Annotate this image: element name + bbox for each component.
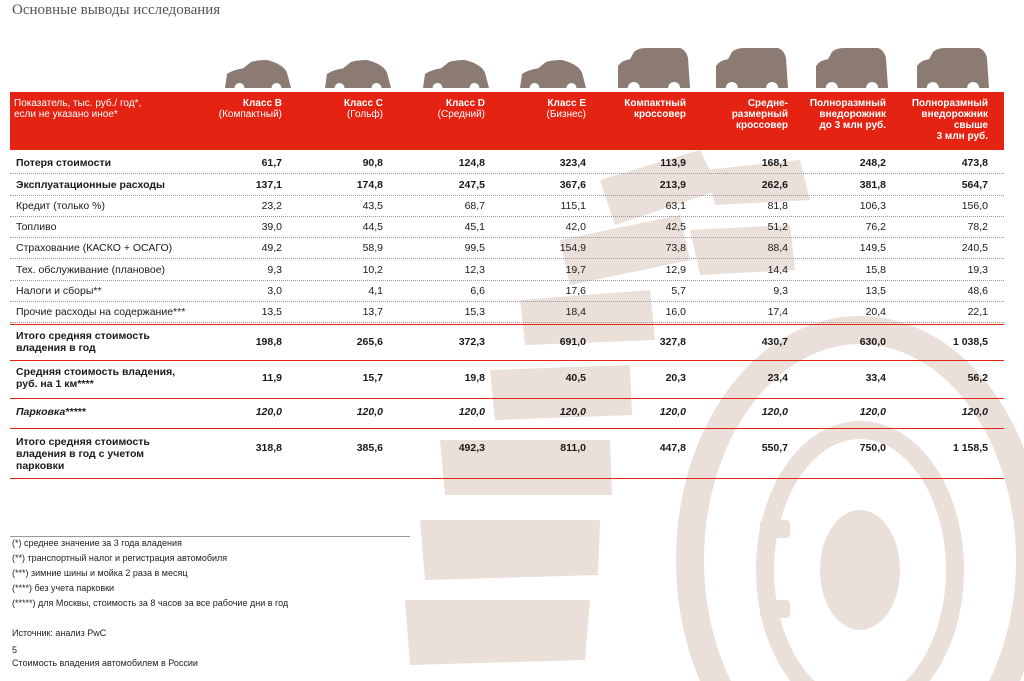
column-header-line: (Компактный)	[218, 109, 282, 120]
cell-value: 12,3	[464, 264, 485, 276]
cell-value: 3,0	[267, 285, 282, 297]
cell-value: 149,5	[859, 242, 886, 254]
cell-value: 630,0	[859, 336, 886, 348]
row-label	[16, 436, 150, 472]
cell-value: 4,1	[368, 285, 383, 297]
cell-value: 550,7	[761, 442, 788, 454]
cell-value: 124,8	[458, 157, 485, 169]
table-row	[10, 157, 1004, 177]
cell-value: 5,7	[671, 285, 686, 297]
cell-value: 12,9	[665, 264, 686, 276]
table-row	[10, 179, 1004, 199]
cell-value: 1 038,5	[952, 336, 988, 348]
cell-value: 1 158,5	[952, 442, 988, 454]
cell-value: 15,3	[464, 306, 485, 318]
cell-value: 61,7	[261, 157, 282, 169]
row-label-line: Топливо	[16, 221, 57, 233]
cell-value: 262,6	[761, 179, 788, 191]
row-label-line: Страхование (КАСКО + ОСАГО)	[16, 242, 173, 254]
source-text: Источник: анализ PwC	[12, 628, 107, 638]
cell-value: 19,3	[967, 264, 988, 276]
cell-value: 156,0	[961, 200, 988, 212]
column-header-3	[385, 98, 485, 120]
footnote: (*) среднее значение за 3 года владения	[12, 538, 182, 548]
cell-value: 492,3	[458, 442, 485, 454]
cell-value: 44,5	[362, 221, 383, 233]
row-label-line: парковки	[16, 460, 65, 472]
cell-value: 58,9	[362, 242, 383, 254]
cell-value: 372,3	[458, 336, 485, 348]
column-header-6	[688, 98, 788, 131]
cell-value: 120,0	[356, 406, 383, 418]
table-row	[10, 366, 1004, 398]
column-header-line: Класс C	[343, 98, 383, 109]
column-header-line: Полноразмный	[911, 98, 988, 109]
column-header-1	[182, 98, 282, 120]
cell-value: 81,8	[767, 200, 788, 212]
cell-value: 42,0	[565, 221, 586, 233]
cell-value: 154,9	[559, 242, 586, 254]
cell-value: 120,0	[458, 406, 485, 418]
cell-value: 23,4	[767, 372, 788, 384]
section-divider	[10, 478, 1004, 479]
cell-value: 63,1	[665, 200, 686, 212]
cell-value: 22,1	[967, 306, 988, 318]
cell-value: 447,8	[659, 442, 686, 454]
car-silhouette-icon	[520, 60, 586, 88]
table-row	[10, 285, 1004, 305]
column-header-line: Класс E	[547, 98, 586, 109]
cell-value: 564,7	[961, 179, 988, 191]
row-label-line: Кредит (только %)	[16, 200, 105, 212]
column-header-line: до 3 млн руб.	[819, 120, 886, 131]
table-row	[10, 436, 1004, 478]
row-label-line: Эксплуатационные расходы	[16, 179, 165, 191]
car-silhouette-icon	[225, 60, 291, 88]
cell-value: 240,5	[961, 242, 988, 254]
row-divider	[10, 258, 1004, 259]
column-header-line: 3 млн руб.	[936, 131, 988, 142]
cell-value: 68,7	[464, 200, 485, 212]
cell-value: 120,0	[659, 406, 686, 418]
footnote: (**) транспортный налог и регистрация автомобиля	[12, 553, 228, 563]
column-header-line: Класс D	[445, 98, 485, 109]
cell-value: 48,6	[967, 285, 988, 297]
table-row	[10, 306, 1004, 326]
row-divider	[10, 301, 1004, 302]
footnote: (****) без учета парковки	[12, 583, 115, 593]
cell-value: 213,9	[659, 179, 686, 191]
row-label-line: Прочие расходы на содержание***	[16, 306, 186, 318]
cell-value: 17,6	[565, 285, 586, 297]
cell-value: 13,5	[865, 285, 886, 297]
row-label	[16, 264, 165, 276]
row-label	[16, 179, 165, 191]
cell-value: 23,2	[261, 200, 282, 212]
cell-value: 90,8	[362, 157, 383, 169]
cell-value: 76,2	[865, 221, 886, 233]
column-header-line: Компактный	[624, 98, 686, 109]
cell-value: 248,2	[859, 157, 886, 169]
cell-value: 13,7	[362, 306, 383, 318]
row-divider	[10, 237, 1004, 238]
cell-value: 367,6	[559, 179, 586, 191]
row-label-line: владения в год	[16, 342, 96, 354]
cell-value: 15,7	[362, 372, 383, 384]
row-label-line: владения в год с учетом	[16, 448, 145, 460]
cell-value: 120,0	[859, 406, 886, 418]
cell-value: 45,1	[464, 221, 485, 233]
cell-value: 120,0	[761, 406, 788, 418]
cell-value: 13,5	[261, 306, 282, 318]
table-row	[10, 264, 1004, 284]
cell-value: 33,4	[865, 372, 886, 384]
column-header-2	[283, 98, 383, 120]
header-first-line1: Показатель, тыс. руб./ год*,	[14, 98, 142, 109]
column-header-line: Класс B	[242, 98, 282, 109]
column-header-line: свыше	[953, 120, 988, 131]
page-number: 5	[12, 645, 18, 655]
cell-value: 18,4	[565, 306, 586, 318]
column-header-5	[586, 98, 686, 120]
row-label	[16, 406, 86, 418]
cell-value: 120,0	[961, 406, 988, 418]
cell-value: 17,4	[767, 306, 788, 318]
cell-value: 43,5	[362, 200, 383, 212]
column-header-line: (Средний)	[437, 109, 485, 120]
column-header-line: (Бизнес)	[546, 109, 586, 120]
cell-value: 39,0	[261, 221, 282, 233]
row-label	[16, 366, 175, 390]
footnote-divider	[10, 536, 410, 537]
row-label	[16, 221, 56, 233]
car-icons-row	[0, 40, 1024, 90]
column-header-line: кроссовер	[633, 109, 686, 120]
row-label-line: Средняя стоимость владения,	[16, 366, 176, 378]
car-silhouette-icon	[917, 48, 989, 88]
header-first-col	[14, 98, 184, 120]
column-header-7	[786, 98, 886, 131]
row-label-line: руб. на 1 км****	[16, 378, 94, 390]
row-label-line: Парковка*****	[16, 406, 86, 418]
car-silhouette-icon	[325, 60, 391, 88]
column-header-line: (Гольф)	[346, 109, 383, 120]
row-label-line: Потеря стоимости	[16, 157, 112, 169]
cell-value: 73,8	[665, 242, 686, 254]
cell-value: 318,8	[255, 442, 282, 454]
cell-value: 174,8	[356, 179, 383, 191]
cell-value: 327,8	[659, 336, 686, 348]
column-header-line: Средне-	[747, 98, 788, 109]
cell-value: 120,0	[559, 406, 586, 418]
cell-value: 14,4	[767, 264, 788, 276]
footnote: (*****) для Москвы, стоимость за 8 часов за все рабочие дни в год	[12, 598, 289, 608]
page-title: Основные выводы исследования	[12, 2, 221, 18]
cell-value: 9,3	[267, 264, 282, 276]
cell-value: 247,5	[458, 179, 485, 191]
row-label	[16, 200, 105, 212]
column-header-8	[888, 98, 988, 142]
row-label	[16, 157, 111, 169]
cell-value: 51,2	[767, 221, 788, 233]
cell-value: 381,8	[859, 179, 886, 191]
cell-value: 11,9	[262, 372, 282, 384]
row-divider	[10, 280, 1004, 281]
cell-value: 19,8	[464, 372, 485, 384]
table-row	[10, 242, 1004, 262]
cell-value: 198,8	[255, 336, 282, 348]
cell-value: 265,6	[356, 336, 383, 348]
cell-value: 16,0	[665, 306, 686, 318]
footnote: (***) зимние шины и мойка 2 раза в месяц	[12, 568, 188, 578]
row-label	[16, 330, 150, 354]
cell-value: 430,7	[761, 336, 788, 348]
cell-value: 10,2	[362, 264, 383, 276]
car-silhouette-icon	[618, 48, 690, 88]
cell-value: 6,6	[470, 285, 485, 297]
table-row	[10, 406, 1004, 426]
row-divider	[10, 173, 1004, 174]
table-row	[10, 221, 1004, 241]
section-divider	[10, 360, 1004, 361]
column-header-line: кроссовер	[735, 120, 788, 131]
column-header-line: Полноразмный	[809, 98, 886, 109]
cell-value: 78,2	[967, 221, 988, 233]
cell-value: 385,6	[356, 442, 383, 454]
cell-value: 56,2	[967, 372, 988, 384]
cell-value: 113,9	[660, 157, 686, 169]
cell-value: 42,5	[665, 221, 686, 233]
cell-value: 88,4	[767, 242, 788, 254]
cell-value: 115,1	[560, 200, 586, 212]
row-label-line: Налоги и сборы**	[16, 285, 102, 297]
cell-value: 691,0	[559, 336, 586, 348]
car-silhouette-icon	[816, 48, 888, 88]
section-divider	[10, 398, 1004, 399]
row-divider	[10, 216, 1004, 217]
table-row	[10, 330, 1004, 360]
cell-value: 20,4	[865, 306, 886, 318]
cell-value: 15,8	[865, 264, 886, 276]
row-label	[16, 306, 185, 318]
cell-value: 9,3	[773, 285, 788, 297]
row-label-line: Итого средняя стоимость	[16, 436, 150, 448]
cell-value: 99,5	[464, 242, 485, 254]
section-divider	[10, 324, 1004, 325]
cell-value: 137,1	[255, 179, 282, 191]
row-label	[16, 242, 172, 254]
cell-value: 20,3	[665, 372, 686, 384]
section-divider	[10, 428, 1004, 429]
cell-value: 106,3	[859, 200, 886, 212]
table-header	[10, 92, 1004, 150]
row-label	[16, 285, 102, 297]
document-title: Стоимость владения автомобилем в России	[12, 658, 198, 668]
cell-value: 49,2	[261, 242, 282, 254]
cell-value: 750,0	[859, 442, 886, 454]
column-header-4	[486, 98, 586, 120]
header-first-line2: если не указано иное*	[14, 109, 118, 120]
column-header-line: внедорожник	[921, 109, 988, 120]
table-row	[10, 200, 1004, 220]
row-divider	[10, 322, 1004, 323]
car-silhouette-icon	[716, 48, 788, 88]
cell-value: 323,4	[559, 157, 586, 169]
row-label-line: Итого средняя стоимость	[16, 330, 150, 342]
cell-value: 120,0	[255, 406, 282, 418]
cell-value: 811,0	[560, 442, 586, 454]
column-header-line: внедорожник	[819, 109, 886, 120]
cell-value: 40,5	[565, 372, 586, 384]
cell-value: 473,8	[961, 157, 988, 169]
car-silhouette-icon	[423, 60, 489, 88]
column-header-line: размерный	[731, 109, 788, 120]
row-label-line: Тех. обслуживание (плановое)	[16, 264, 166, 276]
cell-value: 168,1	[761, 157, 788, 169]
row-divider	[10, 195, 1004, 196]
cell-value: 19,7	[565, 264, 586, 276]
